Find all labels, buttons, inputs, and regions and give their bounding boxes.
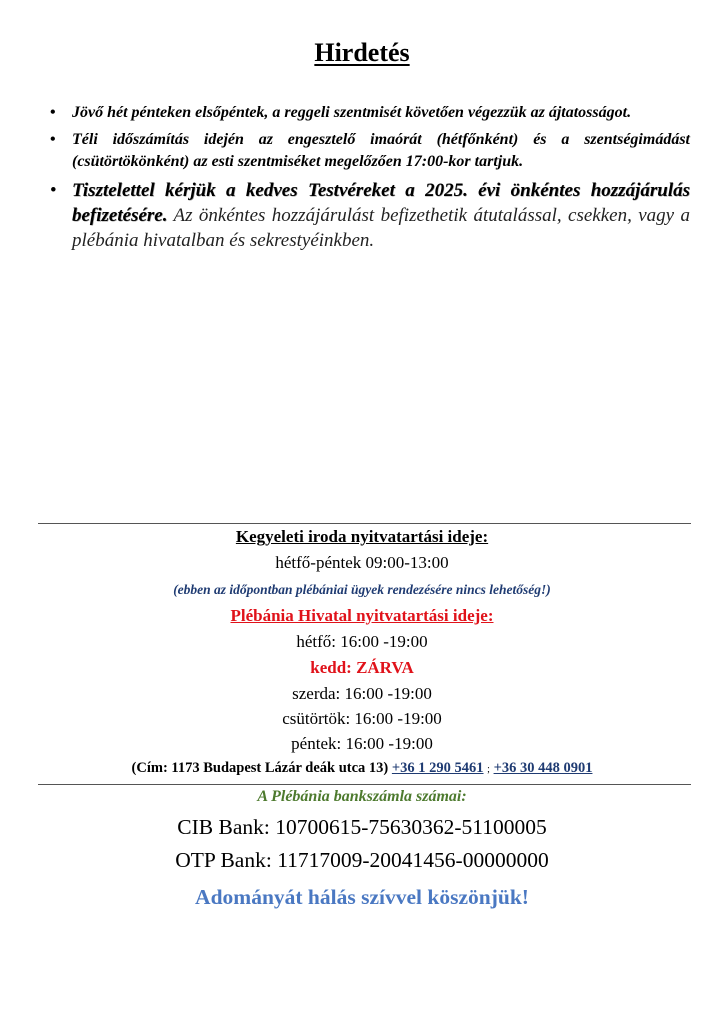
- parish-day-monday: hétfő: 16:00 -19:00: [296, 632, 428, 651]
- notice-text-bold: Tisztelettel kérjük a kedves Testvéreket a 2025. évi önkéntes hozzájárulás befizetésére.: [72, 180, 690, 226]
- parish-day-friday: péntek: 16:00 -19:00: [291, 734, 433, 753]
- notice-item-winter-time: [38, 129, 690, 173]
- page-title: Hirdetés: [314, 38, 410, 67]
- phone-link-2[interactable]: +36 30 448 0901: [493, 760, 593, 776]
- phone-link-1[interactable]: +36 1 290 5461: [391, 760, 484, 776]
- phone-separator: ;: [487, 764, 490, 775]
- office-hours-title: Kegyeleti iroda nyitvatartási ideje:: [235, 527, 489, 546]
- bank-heading: A Plébánia bankszámla számai:: [257, 788, 467, 805]
- parish-office-title: Plébánia Hivatal nyitvatartási ideje:: [230, 606, 494, 625]
- notice-text: Jövő hét pénteken elsőpéntek, a reggeli szentmisét követően végezzük az ájtatosságot.: [72, 104, 632, 121]
- divider-top: [38, 523, 691, 524]
- parish-day-thursday: csütörtök: 16:00 -19:00: [282, 709, 442, 728]
- bank-account-otp: OTP Bank: 11717009-20041456-00000000: [175, 848, 549, 872]
- divider-middle: [38, 784, 691, 785]
- thanks-text: Adományát hálás szívvel köszönjük!: [195, 885, 529, 909]
- address-line: [0, 760, 724, 777]
- office-hours-note: (ebben az időpontban plébániai ügyek rendezésére nincs lehetőség!): [173, 582, 551, 597]
- notice-item-contribution: [38, 178, 690, 253]
- notice-list: [38, 102, 690, 253]
- parish-day-wednesday: szerda: 16:00 -19:00: [292, 684, 432, 703]
- bank-account-cib: CIB Bank: 10700615-75630362-51100005: [177, 815, 547, 839]
- address-text: (Cím: 1173 Budapest Lázár deák utca 13): [131, 760, 389, 776]
- notice-text: Az önkéntes hozzájárulást befizethetik átutalással, csekken, vagy a plébánia hivatalban és sekrestyéinkben.: [72, 205, 690, 251]
- bullet-icon: •: [50, 131, 56, 148]
- bullet-icon: •: [50, 104, 56, 121]
- notice-text: Téli időszámítás idején az engesztelő imaórát (hétfőnként) és a szentségimádást (csütörtökönként) az esti szentmiséket megelőzően 17:00-kor tartjuk.: [72, 131, 690, 170]
- bullet-icon: •: [50, 180, 57, 201]
- notice-item-first-friday: [38, 102, 690, 124]
- parish-day-tuesday: kedd: ZÁRVA: [310, 658, 414, 677]
- office-hours-text: hétfő-péntek 09:00-13:00: [275, 553, 449, 572]
